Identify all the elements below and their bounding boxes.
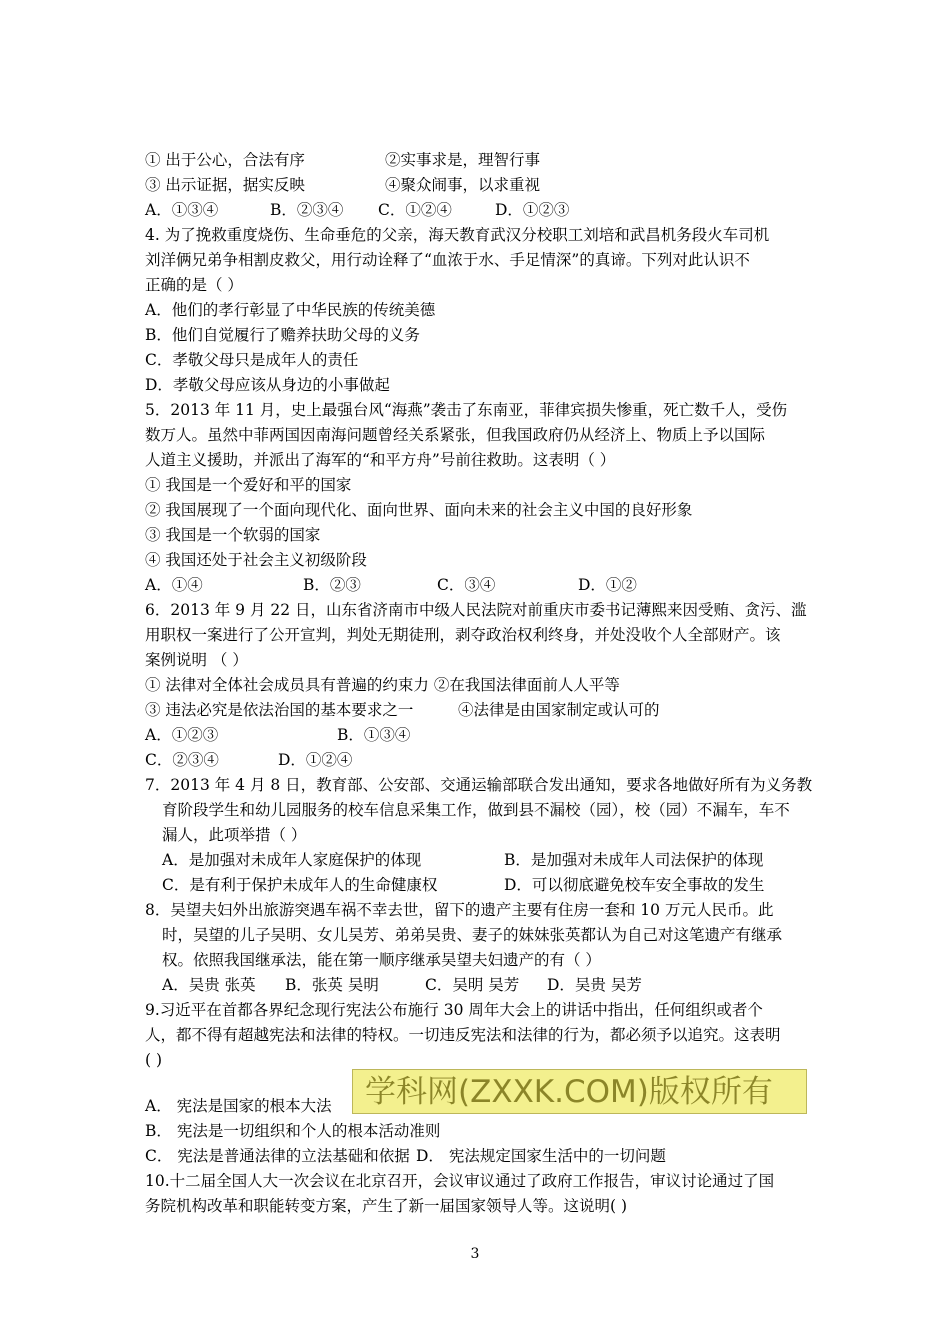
q7-stem-line-1: 7．2013 年 4 月 8 日，教育部、公安部、交通运输部联合发出通知，要求各地做好所有为义务教 <box>145 776 813 794</box>
page-number: 3 <box>470 1246 480 1262</box>
q8-stem-line-2: 时，吴望的儿子吴明、女儿吴芳、弟弟吴贵、妻子的妹妹张英都认为自己对这笔遗产有继承 <box>162 926 783 944</box>
q4-choice-c: C．孝敬父母只是成年人的责任 <box>145 351 359 369</box>
watermark-banner <box>352 1069 807 1114</box>
q5-choices <box>145 574 815 596</box>
q8-choices <box>162 974 832 996</box>
q7-choice-d: D．可以彻底避免校车安全事故的发生 <box>504 876 765 894</box>
q6-choice-c: C．②③④ <box>145 751 219 769</box>
q5-stem-line-2: 数万人。虽然中菲两国因南海问题曾经关系紧张，但我国政府仍从经济上、物质上予以国际 <box>145 426 766 444</box>
q6-stem-line-1: 6．2013 年 9 月 22 日，山东省济南市中级人民法院对前重庆市委书记薄熙来因受贿、贪污、滥 <box>145 601 807 619</box>
q5-stem-line-3: 人道主义援助，并派出了海军的“和平方舟”号前往救助。这表明（ ） <box>145 451 616 469</box>
q8-choice-b: B．张英 吴明 <box>285 976 379 994</box>
q9-stem-line-1: 9.习近平在首都各界纪念现行宪法公布施行 30 周年大会上的讲话中指出，任何组织或者个 <box>145 1001 763 1019</box>
q7-choice-a: A．是加强对未成年人家庭保护的体现 <box>162 851 422 869</box>
q7-choices-row-2 <box>162 874 832 896</box>
watermark-text: 学科网(ZXXK.COM)版权所有 <box>365 1074 773 1110</box>
q3-option-4: ④聚众闹事，以求重视 <box>385 176 541 194</box>
q5-choice-c: C．③④ <box>437 576 496 594</box>
q9-choice-c: C． 宪法是普通法律的立法基础和依据 <box>145 1147 410 1165</box>
q5-option-4: ④ 我国还处于社会主义初级阶段 <box>145 551 367 569</box>
q5-option-1: ① 我国是一个爱好和平的国家 <box>145 476 352 494</box>
q8-stem-line-1: 8．吴望夫妇外出旅游突遇车祸不幸去世，留下的遗产主要有住房一套和 10 万元人民币。此 <box>145 901 774 919</box>
q3-options-row-2 <box>145 174 815 196</box>
q6-options-1-2: ① 法律对全体社会成员具有普遍的约束力 ②在我国法律面前人人平等 <box>145 676 620 694</box>
q6-options-row-2 <box>145 699 815 721</box>
q5-choice-b: B．②③ <box>303 576 361 594</box>
q9-stem-line-2: 人，都不得有超越宪法和法律的特权。一切违反宪法和法律的行为，都必须予以追究。这表明 <box>145 1026 781 1044</box>
q3-options-row-1 <box>145 149 815 171</box>
q9-choice-b: B． 宪法是一切组织和个人的根本活动准则 <box>145 1122 441 1140</box>
q3-option-1: ① 出于公心，合法有序 <box>145 151 305 169</box>
q4-stem-line-1: 4. 为了挽救重度烧伤、生命垂危的父亲，海天教育武汉分校职工刘培和武昌机务段火车司机 <box>145 226 770 244</box>
q5-option-3: ③ 我国是一个软弱的国家 <box>145 526 321 544</box>
q4-stem-line-3: 正确的是（ ） <box>145 276 243 294</box>
q5-option-2: ② 我国展现了一个面向现代化、面向世界、面向未来的社会主义中国的良好形象 <box>145 501 693 519</box>
q8-choice-d: D．吴贵 吴芳 <box>547 976 642 994</box>
q9-choices-row-cd <box>145 1145 815 1167</box>
q3-option-3: ③ 出示证据，据实反映 <box>145 176 305 194</box>
q10-stem-line-2: 务院机构改革和职能转变方案，产生了新一届国家领导人等。这说明( ) <box>145 1197 628 1215</box>
q7-stem-line-3: 漏人，此项举措（ ） <box>162 826 307 844</box>
q7-stem-line-2: 育阶段学生和幼儿园服务的校车信息采集工作，做到县不漏校（园），校（园）不漏车，车不 <box>162 801 790 819</box>
q6-stem-line-2: 用职权一案进行了公开宣判，判处无期徒刑，剥夺政治权利终身，并处没收个人全部财产。该 <box>145 626 781 644</box>
q8-choice-a: A．吴贵 张英 <box>162 976 256 994</box>
q7-choices-row-1 <box>162 849 832 871</box>
q3-option-2: ②实事求是，理智行事 <box>385 151 541 169</box>
q6-choice-b: B．①③④ <box>337 726 411 744</box>
q4-stem-line-2: 刘洋俩兄弟争相割皮救父，用行动诠释了“血浓于水、手足情深”的真谛。下列对此认识不 <box>145 251 750 269</box>
q5-choice-a: A．①④ <box>145 576 203 594</box>
q6-option-3: ③ 违法必究是依法治国的基本要求之一 <box>145 701 414 719</box>
q6-stem-line-3: 案例说明 （ ） <box>145 651 248 669</box>
q6-choices-row-1 <box>145 724 815 746</box>
q9-choice-a: A． 宪法是国家的根本大法 <box>145 1097 332 1115</box>
q6-option-4: ④法律是由国家制定或认可的 <box>458 701 660 719</box>
q8-stem-line-3: 权。依照我国继承法，能在第一顺序继承吴望夫妇遗产的有（ ） <box>162 951 601 969</box>
q3-choice-d: D．①②③ <box>495 201 570 219</box>
q3-choice-b: B．②③④ <box>270 201 344 219</box>
q6-choices-row-2 <box>145 749 815 771</box>
q8-choice-c: C．吴明 吴芳 <box>425 976 520 994</box>
q6-choice-d: D．①②④ <box>278 751 353 769</box>
q4-choice-d: D．孝敬父母应该从身边的小事做起 <box>145 376 390 394</box>
q3-choice-c: C．①②④ <box>378 201 452 219</box>
q3-choice-a: A．①③④ <box>145 201 219 219</box>
q9-stem-line-3: ( ) <box>145 1051 163 1069</box>
q10-stem-line-1: 10.十二届全国人大一次会议在北京召开，会议审议通过了政府工作报告，审议讨论通过了国 <box>145 1172 775 1190</box>
q6-choice-a: A．①②③ <box>145 726 219 744</box>
q9-choice-d: D． 宪法规定国家生活中的一切问题 <box>416 1147 666 1165</box>
q4-choice-a: A．他们的孝行彰显了中华民族的传统美德 <box>145 301 436 319</box>
q3-choices <box>145 199 815 221</box>
q5-choice-d: D．①② <box>578 576 637 594</box>
q7-choice-b: B．是加强对未成年人司法保护的体现 <box>504 851 764 869</box>
q4-choice-b: B．他们自觉履行了赡养扶助父母的义务 <box>145 326 420 344</box>
q7-choice-c: C．是有利于保护未成年人的生命健康权 <box>162 876 438 894</box>
q5-stem-line-1: 5．2013 年 11 月，史上最强台风“海燕”袭击了东南亚，菲律宾损失惨重，死亡数千人，受伤 <box>145 401 788 419</box>
